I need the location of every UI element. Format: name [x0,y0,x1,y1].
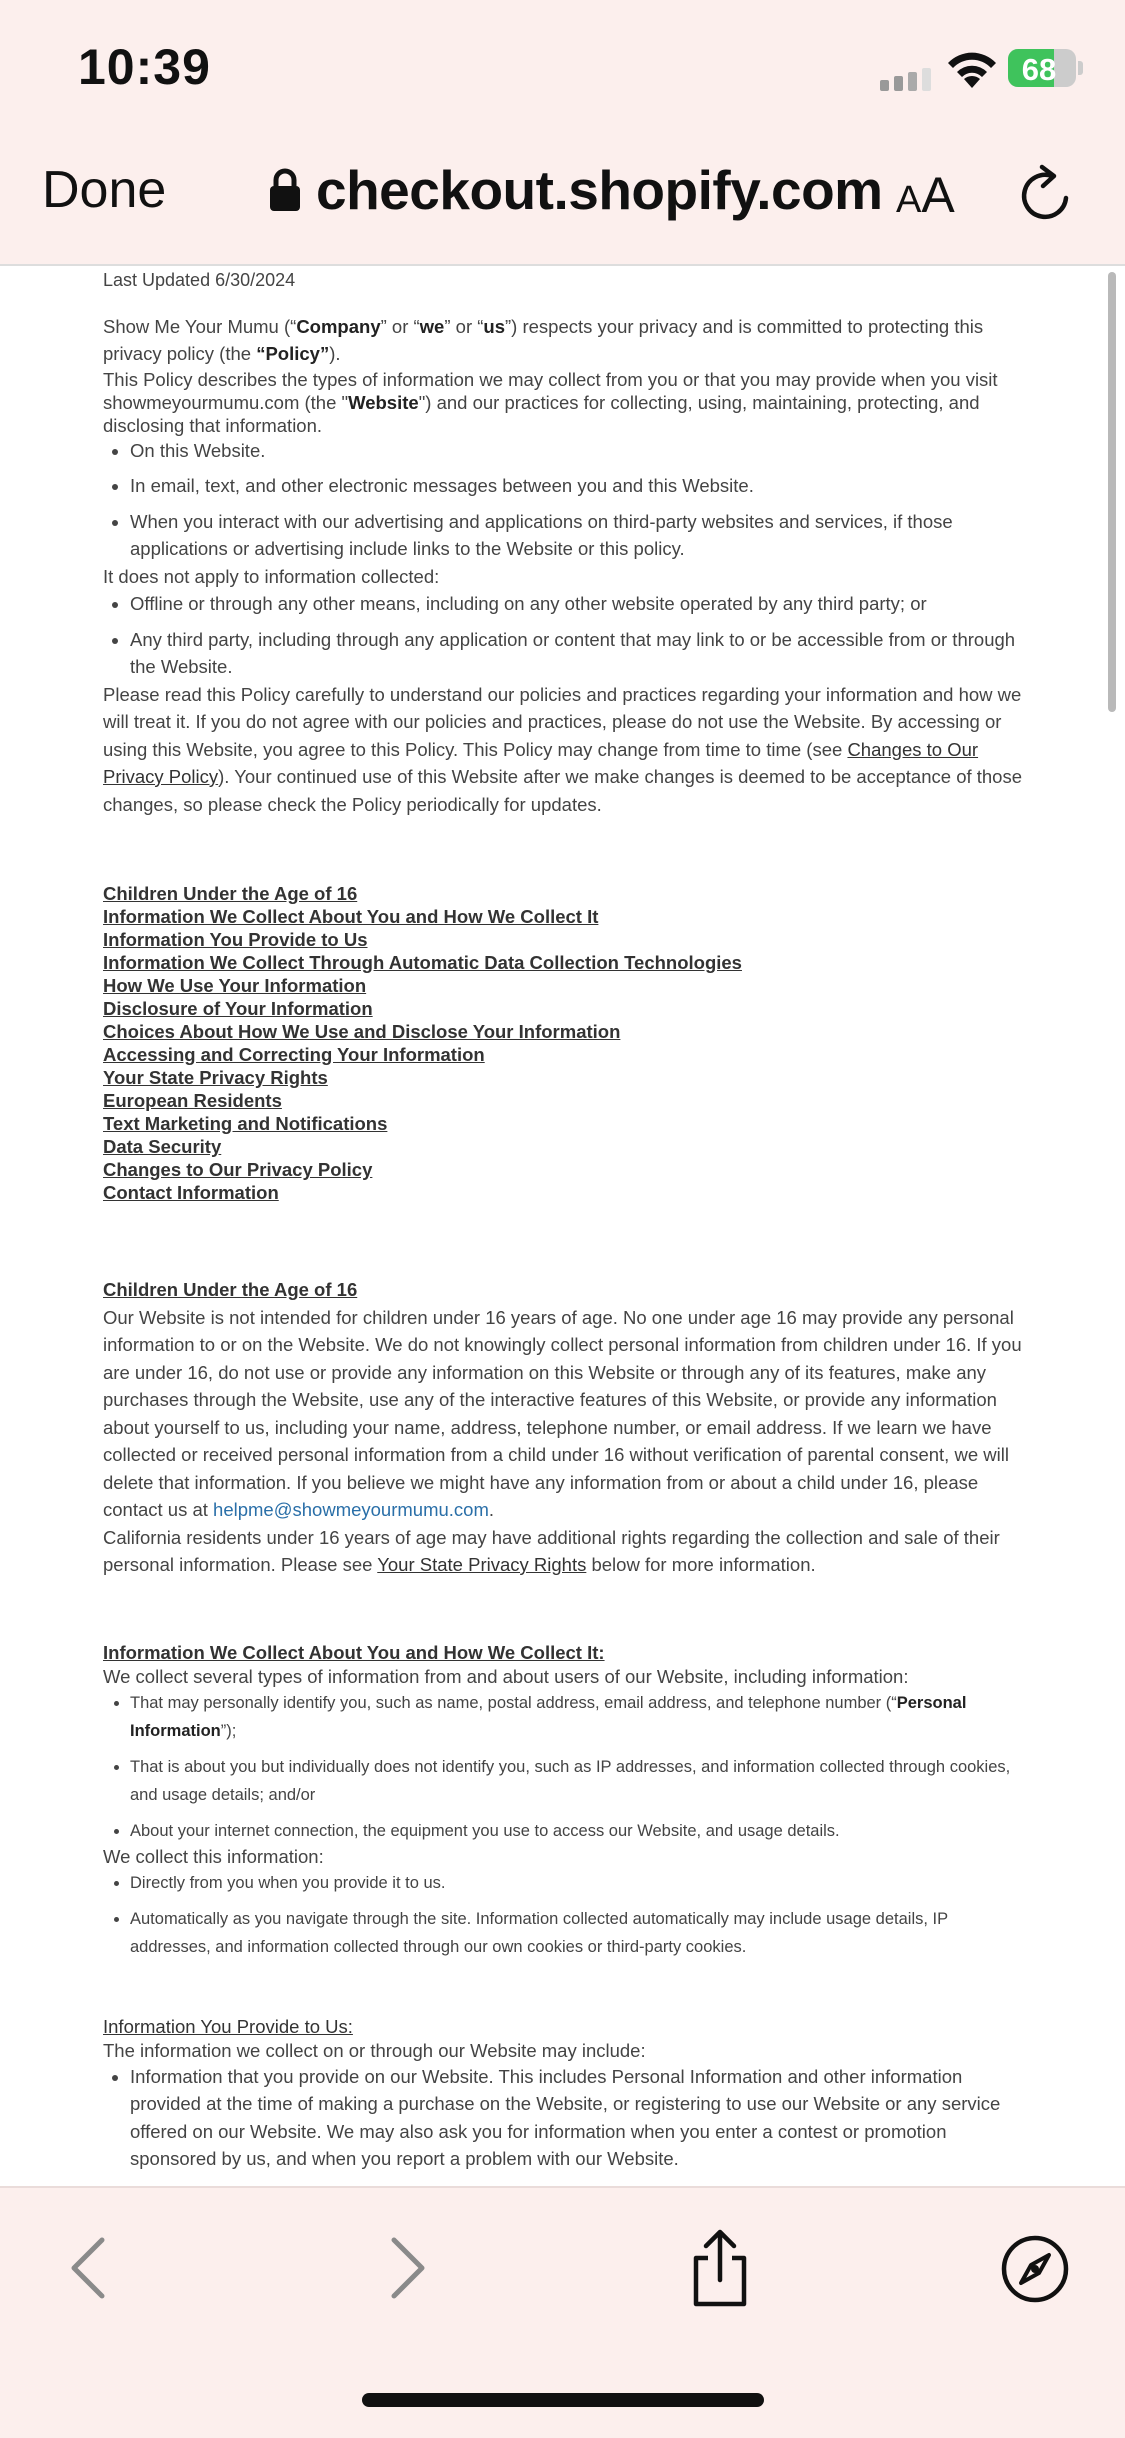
wifi-icon [944,50,1000,90]
list-item: • Directly from you when you provide it to us. [130,1869,1023,1897]
collect-intro: We collect several types of information from and about users of our Website, including information: [103,1665,909,1687]
privacy-policy-content [103,264,1023,2184]
list-item: • On this Website. [130,437,1023,465]
list-item: • Offline or through any other means, including on any other website operated by any third party; or [130,590,1023,618]
list-item: • That is about you but individually does not identify you, such as IP addresses, and information collected through cookies, and usage details; and/or [130,1753,1023,1809]
home-indicator[interactable] [362,2393,764,2407]
compass-icon[interactable] [1000,2234,1070,2304]
text-size-label-big: A [921,167,955,223]
list-item: • Any third party, including through any application or content that may link to or be accessible from or through the Website. [130,626,1023,681]
text-size-button[interactable] [896,166,955,224]
we-collect-text: We collect this information: [103,1845,324,1867]
status-bar [0,0,1125,130]
toc-link[interactable]: Choices About How We Use and Disclose Your Information [103,1021,621,1042]
battery-icon [1008,49,1076,87]
reload-icon[interactable] [1016,162,1076,226]
state-privacy-rights-link[interactable]: Your State Privacy Rights [377,1554,587,1575]
table-of-contents [103,882,1023,1204]
toc-link[interactable]: How We Use Your Information [103,975,367,996]
scrollbar[interactable] [1108,272,1116,712]
last-updated: Last Updated 6/30/2024 [103,270,296,290]
chevron-right-icon[interactable] [386,2236,430,2300]
list-item: • About your internet connection, the equipment you use to access our Website, and usage details. [130,1817,1023,1845]
list-item: • Automatically as you navigate through the site. Information collected automatically may include usage details, IP addresses, and information collected through our own cookies or third-party cookies. [130,1905,1023,1961]
battery-tip [1078,61,1083,75]
not-apply-list [103,590,1023,681]
toc-link[interactable]: Text Marketing and Notifications [103,1113,388,1134]
not-apply-text: It does not apply to information collected: [103,565,440,587]
toc-link[interactable]: Data Security [103,1136,222,1157]
toc-link[interactable]: Information We Collect Through Automatic Data Collection Technologies [103,952,742,973]
provide-intro: The information we collect on or through our Website may include: [103,2039,646,2061]
browser-nav-bar [0,130,1125,266]
children-paragraph: Our Website is not intended for children under 16 years of age. No one under age 16 may provide any personal information to or on the Website. We do not knowingly collect personal information from children under 16. If you are under 16, do not use or provide any information on this Website or through any of its features, make any purchases through the Website, use any of the interactive features of this Website, or provide any information about yourself to us, including your name, address, telephone number, or email address. If we learn we have collected or received personal information from a child under 16 without verification of parental consent, we will delete that information. If you believe we might have any information from or about a child under 16, please contact us at helpme@showmeyourmumu.com. [103,1306,1022,1520]
list-item: • In email, text, and other electronic messages between you and this Website. [130,472,1023,500]
page-url: checkout.shopify.com [316,159,883,221]
toc-link[interactable]: Information We Collect About You and How We Collect It [103,906,599,927]
done-button[interactable]: Done [42,161,167,219]
toc-link[interactable]: Accessing and Correcting Your Information [103,1044,485,1065]
toc-link[interactable]: Contact Information [103,1182,279,1203]
lock-icon [268,167,302,213]
scope-paragraph: This Policy describes the types of information we may collect from you or that you may provide when you visit showmeyourmumu.com (the "Website") and our practices for collecting, using, maintaining, protecting, and disclosing that information. [103,368,998,436]
california-paragraph: California residents under 16 years of age may have additional rights regarding the collection and sale of their personal information. Please see Your State Privacy Rights below for more information. [103,1526,1000,1575]
provide-heading: Information You Provide to Us: [103,2015,353,2037]
cellular-signal-icon [880,68,931,91]
toc-link[interactable]: European Residents [103,1090,282,1111]
toc-link[interactable]: Children Under the Age of 16 [103,883,358,904]
collect-method-list [103,1869,1023,1961]
list-item: • Information that you provide on our Website. This includes Personal Information and other information provided at the time of making a purchase on the Website, or registering to use our Website or any service offered on our Website. We may also ask you for information when you enter a contest or promotion sponsored by us, and when you report a problem with our Website. [130,2063,1023,2173]
toc-link[interactable]: Information You Provide to Us [103,929,368,950]
support-email-link[interactable]: helpme@showmeyourmumu.com [213,1499,489,1520]
chevron-left-icon[interactable] [66,2236,110,2300]
toc-link[interactable]: Changes to Our Privacy Policy [103,1159,373,1180]
scope-list [103,437,1023,563]
battery-level: 68 [1021,52,1057,87]
read-carefully-paragraph: Please read this Policy carefully to understand our policies and practices regarding your information and how we will treat it. If you do not agree with our policies and practices, please do not use the Website. By accessing or using this Website, you agree to this Policy. This Policy may change from time to time (see Changes to Our Privacy Policy). Your continued use of this Website after we make changes is deemed to be acceptance of those changes, so please check the Policy periodically for updates. [103,683,1023,815]
list-item: • That may personally identify you, such as name, postal address, email address, and telephone number (“Personal Information”); [130,1689,1023,1745]
text-size-label-small: A [896,179,922,221]
status-time: 10:39 [78,39,211,95]
toc-link[interactable]: Your State Privacy Rights [103,1067,328,1088]
share-icon[interactable] [688,2228,752,2308]
children-heading: Children Under the Age of 16 [103,1279,358,1300]
provide-list [103,2063,1023,2173]
collect-heading: Information We Collect About You and How We Collect It: [103,1641,605,1663]
toc-link[interactable]: Disclosure of Your Information [103,998,373,1019]
collect-list [103,1689,1023,1845]
changes-policy-link[interactable]: Changes to Our Privacy Policy [103,738,979,787]
intro-paragraph: Show Me Your Mumu (“Company” or “we” or “us”) respects your privacy and is committed to protecting this privacy policy (the “Policy”). [103,315,984,364]
address-bar[interactable] [268,158,883,222]
list-item: • When you interact with our advertising and applications on third-party websites and services, if those applications or advertising include links to the Website or this policy. [130,508,1023,563]
